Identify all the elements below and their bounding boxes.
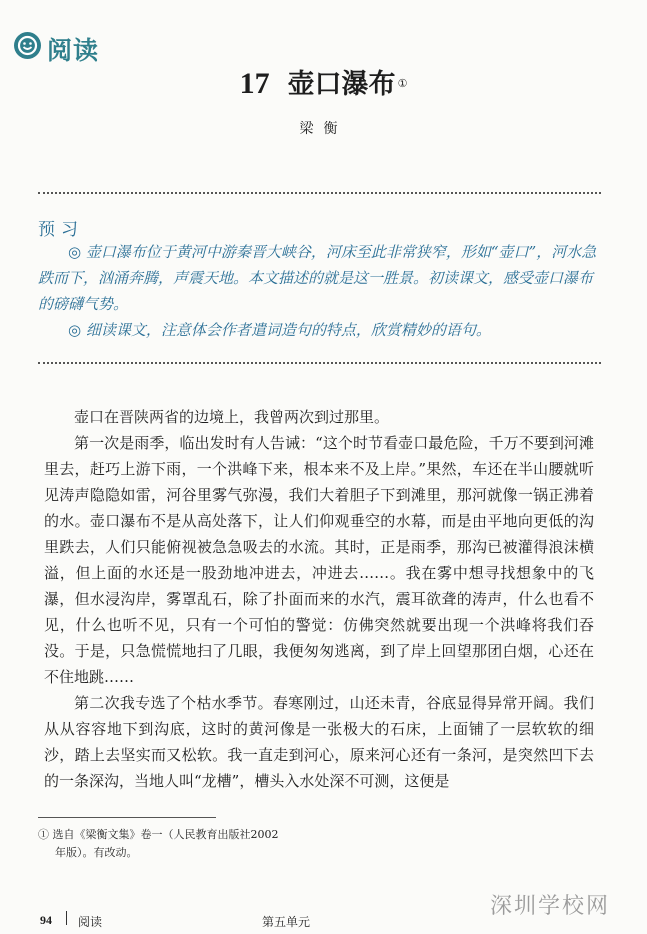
title-footnote-mark: ① (397, 76, 408, 90)
footnote-line: 年版）。有改动。 (55, 846, 138, 859)
article-body (44, 404, 594, 794)
footnote (38, 826, 318, 862)
reading-section-icon (14, 32, 41, 59)
lesson-number: 17 (239, 67, 270, 100)
footer-separator (66, 911, 67, 925)
preview-item: ◎ 壶口瀑布位于黄河中游秦晋大峡谷，河床至此非常狭窄，形如“壶口”，河水急跌而下，汹涌奔腾，声震天地。本文描述的就是这一胜景。初读课文，感受壶口瀑布的磅礴气势。 (38, 243, 597, 313)
author-name: 梁衡 (299, 121, 348, 137)
lesson-title-text: 壶口瀑布 (287, 69, 396, 100)
footer-section: 阅读 (78, 915, 103, 929)
bottom-dotted-divider (38, 362, 601, 364)
body-paragraph: 第一次是雨季，临出发时有人告诫：“这个时节看壶口最危险，千万不要到河滩里去，赶巧上游下雨，一个洪峰下来，根本来不及上岸。”果然，车还在半山腰就听见涛声隐隐如雷，河谷里雾气弥漫，我们大着胆子下到滩里，那河就像一锅正沸着的水。壶口瀑布不是从高处落下，让人们仰观垂空的水幕，而是由平地向更低的沟里跌去，人们只能俯视被急急吸去的水流。其时，正是雨季，那沟已被灌得浪沫横溢，但上面的水还是一股劲地冲进去，冲进去……。我在雾中想寻找想象中的飞瀑，但水浸沟岸，雾罩乱石，除了扑面而来的水汽，震耳欲聋的涛声，什么也看不见，什么也听不见，只有一个可怕的警觉：仿佛突然就要出现一个洪峰将我们吞没。于是，只急慌慌地扫了几眼，我便匆匆逃离，到了岸上回望那团白烟，心还在不住地跳…… (44, 434, 594, 686)
footer-unit: 第五单元 (262, 915, 311, 929)
section-label: 阅读 (47, 36, 100, 65)
footnote-line: ① 选自《梁衡文集》卷一（人民教育出版社2002 (38, 828, 279, 841)
body-paragraph: 第二次我专选了个枯水季节。春寒刚过，山还未青，谷底显得异常开阔。我们从从容容地下到沟底，这时的黄河像是一张极大的石床，上面铺了一层软软的细沙，踏上去坚实而又松软。我一直走到河心，原来河心还有一条河，是突然凹下去的一条深沟，当地人叫“龙槽”，槽头入水处深不可测，这便是 (44, 694, 594, 790)
footnote-rule (38, 817, 216, 818)
lesson-title (0, 62, 647, 101)
watermark: 深圳学校网 (490, 894, 611, 919)
page-number: 94 (40, 913, 52, 927)
preview-heading: 预习 (38, 220, 84, 240)
body-paragraph: 壶口在晋陕两省的边境上，我曾两次到过那里。 (74, 408, 390, 426)
preview-item: ◎ 细读课文，注意体会作者遣词造句的特点，欣赏精妙的语句。 (68, 321, 491, 339)
top-dotted-divider (38, 192, 601, 194)
